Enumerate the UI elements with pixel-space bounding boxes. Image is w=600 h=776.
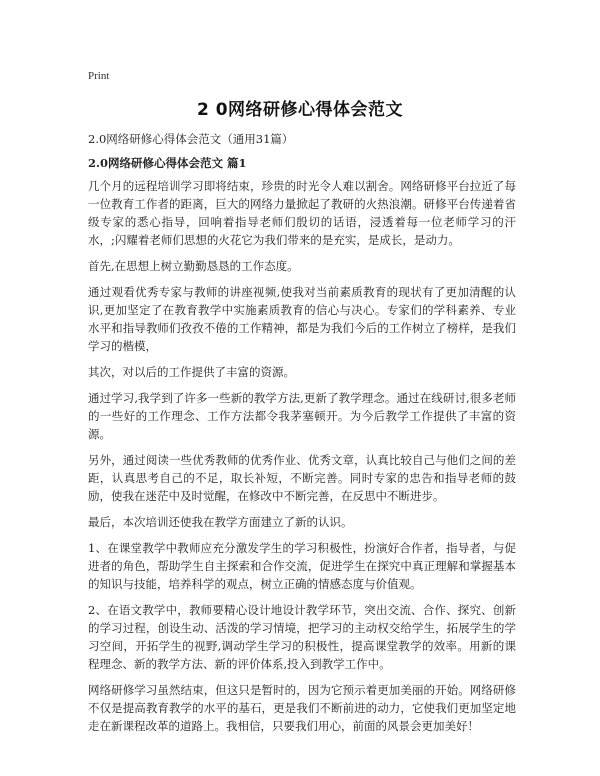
document-subtitle: 2.0网络研修心得体会范文（通用31篇） xyxy=(88,132,294,146)
paragraph-item-2: 2、在语文教学中，教师要精心设计地设计教学环节，突出交流、合作、探究、创新的学习过程，创设生动、活泼的学习情境，把学习的主动权交给学生，拓展学生的学习空间，开拓学生的视野,调动学生学习的积极性，提高课堂教学的效率。用新的课程理念、新的教学方法、新的评价体系,投入到教学工作中。 xyxy=(88,603,516,671)
section-heading: 2.0网络研修心得体会范文 篇1 xyxy=(88,156,247,170)
paragraph-reading: 另外，通过阅读一些优秀教师的优秀作业、优秀文章，认真比较自己与他们之间的差距，认真思考自己的不足，取长补短，不断完善。同时专家的忠告和指导老师的鼓励，使我在迷茫中及时觉醒，在修改中不断完善，在反思中不断进步。 xyxy=(88,453,516,503)
paragraph-second-point: 其次，对以后的工作提供了丰富的资源。 xyxy=(88,365,295,379)
paragraph-first-point: 首先,在思想上树立勤勤恳恳的工作态度。 xyxy=(88,259,299,273)
paragraph-expert-videos: 通过观看优秀专家与教师的讲座视频,使我对当前素质教育的现状有了更加清醒的认识,更加坚定了在教育教学中实施素质教育的信心与决心。专家们的学科素养、专业水平和指导教师们孜孜不倦的工作精神，都是为我们今后的工作树立了榜样，是我们学习的楷模， xyxy=(88,285,516,353)
paragraph-conclusion: 网络研修学习虽然结束，但这只是暂时的，因为它预示着更加美丽的开始。网络研修不仅是提高教育教学的水平的基石，更是我们不断前进的动力，它使我们更加坚定地走在新课程改革的道路上。我相信，只要我们用心，前面的风景会更加美好！ xyxy=(88,683,516,733)
paragraph-final-point: 最后，本次培训还使我在教学方面建立了新的认识。 xyxy=(88,515,353,529)
paragraph-new-methods: 通过学习,我学到了许多一些新的教学方法,更新了教学理念。通过在线研讨,很多老师的一些好的工作理念、工作方法都令我茅塞顿开。为今后教学工作提供了丰富的资源。 xyxy=(88,391,516,441)
print-label: Print xyxy=(88,70,110,82)
document-title: 2 0网络研修心得体会范文 xyxy=(196,100,404,120)
document-body xyxy=(88,131,516,743)
paragraph-item-1: 1、在课堂教学中教师应充分激发学生的学习积极性，扮演好合作者，指导者，与促进者的角色，帮助学生自主探索和合作交流，促进学生在探究中真正理解和掌握基本的知识与技能，培养科学的观点，树立正确的情感态度与价值观。 xyxy=(88,541,516,591)
paragraph-intro: 几个月的远程培训学习即将结束，珍贵的时光令人难以割舍。网络研修平台拉近了每一位教育工作者的距离，巨大的网络力量掀起了教研的火热浪潮。研修平台传递着省级专家的悉心指导，回响着指导老师们殷切的话语，浸透着每一位老师学习的汗水，;闪耀着老师们思想的火花它为我们带来的是充实，是成长，是动力。 xyxy=(88,179,516,247)
